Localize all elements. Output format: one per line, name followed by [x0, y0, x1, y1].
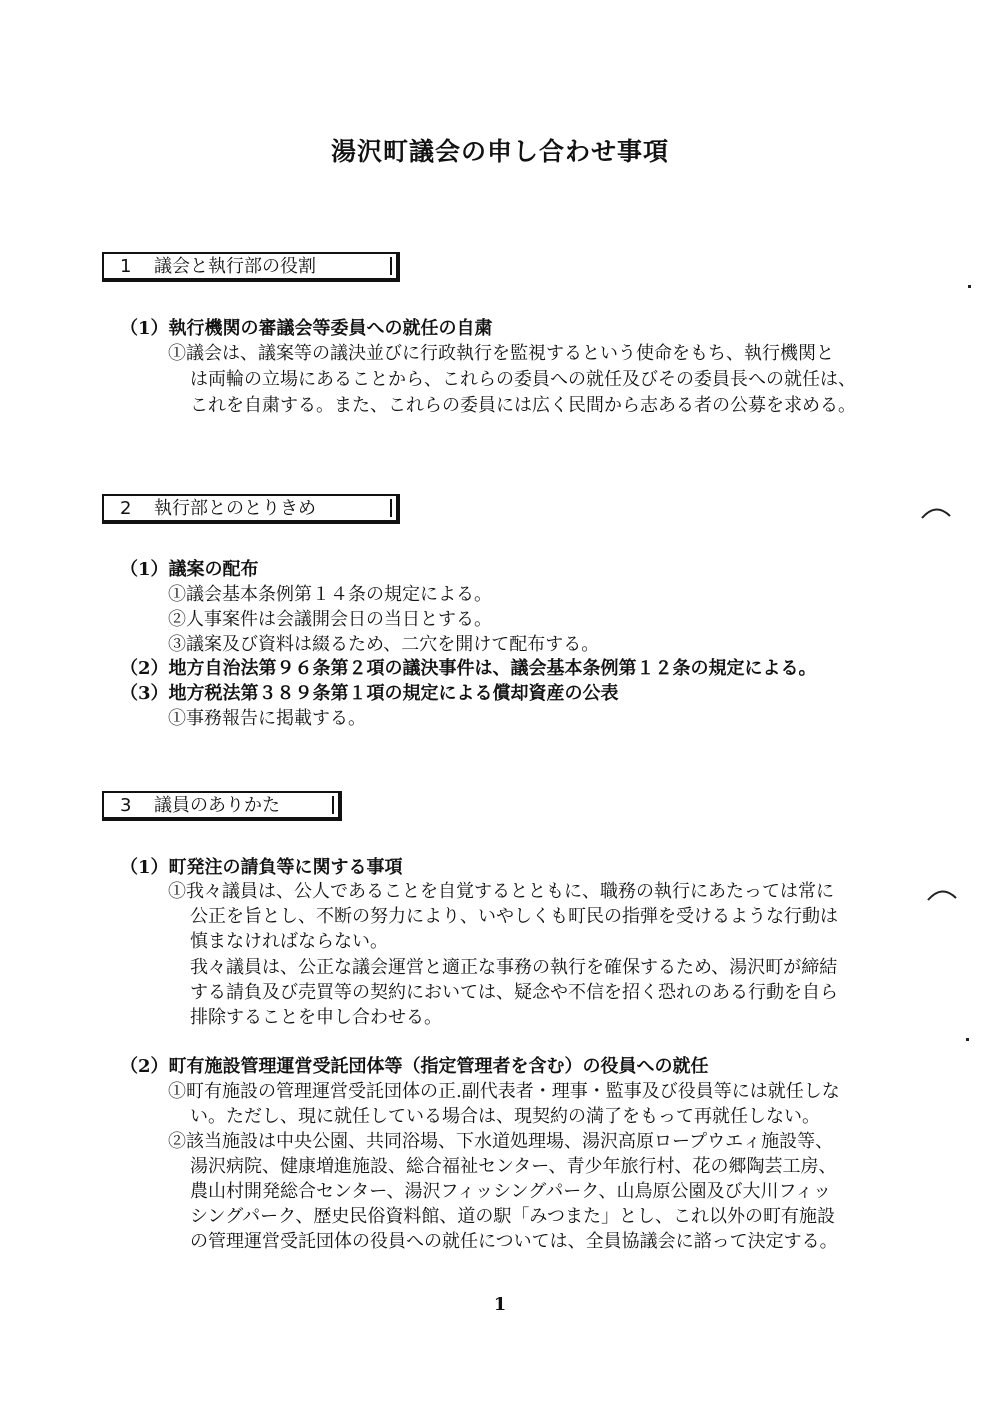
item-text: シングパーク、歴史民俗資料館、道の駅「みつまた」とし、これ以外の町有施設: [190, 1206, 836, 1227]
section-label: 議会と執行部の役割: [154, 256, 316, 277]
item-text: い。ただし、現に就任している場合は、現契約の満了をもって再就任しない。: [190, 1106, 820, 1127]
section-heading-2: [102, 494, 400, 524]
section-heading-3: [102, 791, 342, 821]
scan-mark-2: [926, 886, 958, 902]
item-text: ②人事案件は会議開会日の当日とする。: [168, 609, 492, 630]
item-text: 公正を旨とし、不断の努力により、いやしくも町民の指弾を受けるような行動は: [190, 906, 838, 927]
item-text: ①町有施設の管理運営受託団体の正.副代表者・理事・監事及び役員等には就任しな: [168, 1081, 840, 1102]
scan-dot: [968, 285, 971, 288]
item-heading: （2）町有施設管理運営受託団体等（指定管理者を含む）の役員への就任: [120, 1056, 709, 1077]
item-text: ①事務報告に掲載する。: [168, 708, 366, 729]
item-heading: （3）地方税法第３８９条第１項の規定による償却資産の公表: [120, 683, 619, 704]
item-text: 排除することを申し合わせる。: [190, 1007, 442, 1028]
item-text: ②該当施設は中央公園、共同浴場、下水道処理場、湯沢高原ロープウエィ施設等、: [168, 1131, 834, 1152]
item-text: これを自粛する。また、これらの委員には広く民間から志ある者の公募を求める。: [190, 395, 856, 416]
page-title: 湯沢町議会の申し合わせ事項: [330, 137, 669, 166]
item-heading: （2）地方自治法第９６条第２項の議決事件は、議会基本条例第１２条の規定による。: [120, 658, 817, 679]
item-text: 湯沢病院、健康増進施設、総合福祉センター、青少年旅行村、花の郷陶芸工房、: [190, 1156, 837, 1177]
item-heading: （1）議案の配布: [120, 559, 259, 580]
item-heading: （1）執行機関の審議会等委員への就任の自粛: [120, 318, 493, 339]
item-text: 我々議員は、公正な議会運営と適正な事務の執行を確保するため、湯沢町が締結: [190, 957, 838, 978]
item-heading: （1）町発注の請負等に関する事項: [120, 857, 403, 878]
item-text: の管理運営受託団体の役員への就任については、全員協議会に諮って決定する。: [190, 1231, 838, 1252]
scan-mark-1: [920, 504, 952, 520]
section-number: 1: [120, 256, 132, 277]
section-label: 議員のありかた: [154, 795, 280, 816]
item-text: ①我々議員は、公人であることを自覚するとともに、職務の執行にあたっては常に: [168, 881, 834, 902]
item-text: する請負及び売買等の契約においては、疑念や不信を招く恐れのある行動を自ら: [190, 982, 838, 1003]
section-number: 3: [120, 795, 132, 816]
section-heading-1: [102, 252, 400, 282]
page-number: 1: [493, 1294, 507, 1315]
item-text: ①議会は、議案等の議決並びに行政執行を監視するという使命をもち、執行機関と: [168, 343, 834, 364]
item-text: は両輪の立場にあることから、これらの委員への就任及びその委員長への就任は、: [190, 369, 856, 390]
item-text: 農山村開発総合センター、湯沢フィッシングパーク、山鳥原公園及び大川フィッ: [190, 1181, 832, 1202]
item-text: ①議会基本条例第１４条の規定による。: [168, 584, 492, 605]
scan-dot: [966, 1038, 969, 1041]
item-text: 慎まなければならない。: [190, 931, 388, 952]
section-number: 2: [120, 498, 132, 519]
section-label: 執行部とのとりきめ: [154, 498, 316, 519]
item-text: ③議案及び資料は綴るため、二穴を開けて配布する。: [168, 634, 600, 655]
